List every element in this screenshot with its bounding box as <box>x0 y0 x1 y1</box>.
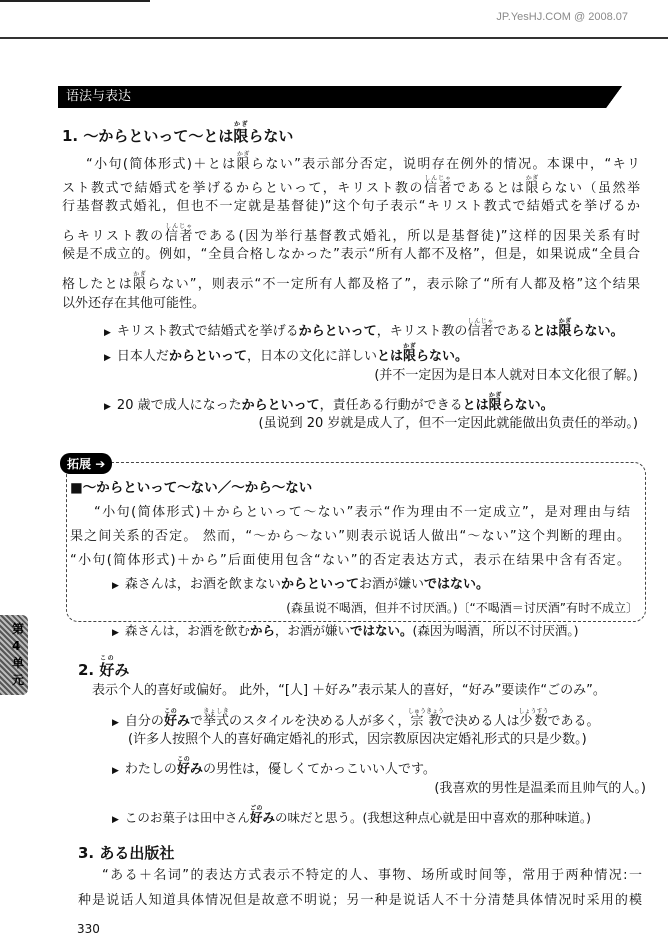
text-segment: で決める人は <box>441 714 520 729</box>
furigana-reading: しんじゃ <box>423 175 452 182</box>
banner-fold <box>606 86 622 108</box>
paragraph-line <box>62 271 640 293</box>
paragraph-line: 表示个人的喜好或偏好。 此外，“[人] ＋好み”表示某人的喜好，“好み”要读作“ごのみ”。 <box>92 683 606 698</box>
text-segment: である(因为举行基督教式婚礼，所以是基督徒)”这样的因果关系有时 <box>194 229 640 244</box>
paragraph-line <box>62 247 640 263</box>
text-segment: からといって <box>280 577 359 592</box>
section-3-title: 3. ある出版社 <box>78 844 175 862</box>
furigana-reading: この <box>99 655 115 662</box>
text-segment: の味だと思う。(我想这种点心就是田中喜欢的那种味道。) <box>274 810 591 825</box>
text-segment: キリスト教式で結婚式を挙げる <box>116 324 299 339</box>
header-rule <box>0 37 668 39</box>
furigana-reading: しんじゃ <box>164 223 193 230</box>
example-text <box>116 318 624 339</box>
text-segment: らない <box>248 127 294 145</box>
text-segment: ではない。 <box>423 577 489 592</box>
furigana-word: 好この <box>163 708 177 729</box>
example-text <box>125 623 579 638</box>
text-segment: である <box>493 324 533 339</box>
furigana-word: 少数しょうすう <box>518 708 549 729</box>
text-segment: のスタイルを決める人が多く， <box>229 714 411 729</box>
text-segment: このお菓子は田中さん <box>124 810 250 825</box>
bullet-icon: ▶ <box>104 402 111 412</box>
watermark: JP.YesHJ.COM @ 2008.07 <box>496 11 628 23</box>
furigana-reading: かぎ <box>558 318 572 325</box>
example-sentence <box>112 805 591 828</box>
paragraph-line <box>62 175 640 197</box>
furigana-word: 限かぎ <box>402 343 416 364</box>
text-segment: 森さんは，お酒を飲まない <box>124 577 281 592</box>
furigana-word: 挙式きょしき <box>202 708 229 729</box>
text-segment: 森さんは，お酒を飲む <box>124 623 250 638</box>
text-segment: ，責任ある行動ができる <box>319 398 463 413</box>
box-paragraph-line: “小句(简体形式)＋からといって～ない”表示“作为理由不一定成立”，是对理由与结 <box>94 505 630 520</box>
furigana-word: 好この <box>176 756 190 777</box>
extension-badge <box>60 453 112 474</box>
furigana-word: 限かぎ <box>233 121 249 145</box>
bullet-icon: ▶ <box>104 328 111 338</box>
box-paragraph-line: “小句(简体形式)＋から”后面使用包含“ない”的否定表达方式，表示在结果中含有否定。 <box>70 553 630 568</box>
text-segment: からといって <box>168 349 247 364</box>
box-paragraph-line: 果之间关系的否定。 然而，“～から～ない”则表示说话人做出“～ない”这个判断的理由。 <box>70 529 630 544</box>
example-sentence <box>112 577 489 594</box>
translation: (并不一定因为是日本人就对日本文化很了解。) <box>374 368 638 383</box>
example-text <box>124 756 436 777</box>
text-segment: から <box>249 623 275 638</box>
text-segment: み <box>114 661 130 679</box>
text-segment: とは <box>376 349 403 364</box>
example-text <box>124 708 600 729</box>
text-segment: 自分の <box>124 714 164 729</box>
bullet-icon: ▶ <box>112 718 119 728</box>
furigana-word: 限かぎ <box>525 175 540 196</box>
text-segment: 格したとは <box>62 277 133 292</box>
text-segment: らキリスト教の <box>62 229 165 244</box>
paragraph-line <box>86 151 640 173</box>
furigana-reading: しゅうきょう <box>407 708 444 715</box>
bullet-icon: ▶ <box>112 815 119 825</box>
text-segment: み <box>262 810 275 825</box>
text-segment: 日本人だ <box>116 349 169 364</box>
text-segment: お酒が嫌い <box>358 577 424 592</box>
text-segment: “小句(简体形式)＋とは <box>86 157 237 172</box>
bullet-icon: ▶ <box>112 581 119 591</box>
furigana-word: 信者しんじゃ <box>423 175 453 196</box>
bullet-icon: ▶ <box>112 628 119 638</box>
paragraph-line: “ある＋名词”的表达方式表示不特定的人、事物、场所或时间等，常用于两种情况:一 <box>102 868 642 883</box>
furigana-reading: しょうすう <box>518 708 549 715</box>
furigana-reading: かぎ <box>402 343 416 350</box>
text-segment: ，日本の文化に詳しい <box>246 349 377 364</box>
text-segment: わたしの <box>124 762 177 777</box>
example-sentence <box>104 318 624 341</box>
furigana-word: 限かぎ <box>236 151 251 172</box>
example-sentence <box>104 392 554 415</box>
text-segment: 行基督教式婚礼，但也不一定就是基督徒)”这个句子表示“キリスト教式で結婚式を挙げるか <box>62 199 640 214</box>
text-segment: である。 <box>547 714 600 729</box>
furigana-reading: ごの <box>249 805 263 812</box>
text-segment: 以外还存在其他可能性。 <box>62 296 206 311</box>
translation: (我喜欢的男性是温柔而且帅气的人。) <box>434 781 646 796</box>
example-text <box>116 392 554 413</box>
text-segment: とは <box>532 324 559 339</box>
furigana-reading: この <box>176 756 190 763</box>
furigana-word: 信者しんじゃ <box>164 223 195 244</box>
bullet-icon: ▶ <box>112 766 119 776</box>
text-segment: 20 歳で成人になった <box>116 398 242 413</box>
furigana-word: 信者しんじゃ <box>467 318 494 339</box>
section-1-title <box>62 121 293 146</box>
text-segment: の男性は，優しくてかっこいい人です。 <box>202 762 436 777</box>
text-segment: ではない。 <box>349 623 413 638</box>
text-segment: 1. ～からといって～とは <box>62 127 234 145</box>
unit-side-tab <box>0 615 28 695</box>
section-banner: 语法与表达 <box>58 86 614 108</box>
translation: (森虽说不喝酒，但并不讨厌酒。)〔“不喝酒＝讨厌酒”有时不成立〕 <box>286 601 638 615</box>
furigana-reading: かぎ <box>133 271 147 278</box>
furigana-reading: かぎ <box>525 175 539 182</box>
section-2-title <box>78 655 129 680</box>
furigana-word: 限かぎ <box>488 392 502 413</box>
translation: (许多人按照个人的喜好确定婚礼的形式，因宗教原因决定婚礼形式的只是少数。) <box>128 732 587 747</box>
text-segment: 候是不成立的。例如，“全員合格しなかった”表示“所有人都不及格”，但是，如果说成“全員合 <box>62 247 640 262</box>
top-rule <box>0 0 150 2</box>
text-segment: (森因为喝酒，所以不讨厌酒。) <box>412 623 579 638</box>
text-segment: らない。 <box>571 324 624 339</box>
example-text <box>124 805 591 825</box>
text-segment: らない。 <box>501 398 554 413</box>
text-segment: らない（虽然举 <box>539 181 640 196</box>
example-sentence <box>112 623 579 641</box>
text-segment: ，キリスト教の <box>376 324 468 339</box>
paragraph-line <box>62 199 640 215</box>
text-segment: らない”，则表示“不一定所有人都及格了”，表示除了“所有人都及格”这个结果 <box>147 277 640 292</box>
furigana-word: 限かぎ <box>133 271 148 292</box>
furigana-reading: しんじゃ <box>467 318 494 325</box>
translation: (虽说到 20 岁就是成人了，但不一定因此就能做出负责任的举动。) <box>258 416 638 431</box>
text-segment: で <box>189 714 203 729</box>
example-sentence <box>112 708 600 731</box>
furigana-reading: きょしき <box>202 708 229 715</box>
example-sentence <box>112 756 436 779</box>
text-segment: らない”表示部分否定，说明存在例外的情况。本课中，“キリ <box>250 157 640 172</box>
furigana-reading: かぎ <box>488 392 502 399</box>
paragraph-line <box>62 223 640 245</box>
text-segment: 2. <box>78 661 100 679</box>
furigana-word: 宗教しゅうきょう <box>407 708 444 729</box>
box-title: ■～からといって～ない／～から～ない <box>70 480 313 496</box>
paragraph-line <box>62 296 205 312</box>
text-segment: からといって <box>241 398 320 413</box>
example-text <box>116 343 469 364</box>
furigana-reading: この <box>163 708 177 715</box>
text-segment: スト教式で結婚式を挙げるからといって，キリスト教の <box>62 181 424 196</box>
text-segment: み <box>189 762 203 777</box>
text-segment: ，お酒が嫌い <box>274 623 350 638</box>
bullet-icon: ▶ <box>104 353 111 363</box>
furigana-reading: かぎ <box>236 151 250 158</box>
text-segment: とは <box>462 398 489 413</box>
arrow-icon: ➔ <box>95 457 106 471</box>
furigana-word: 好この <box>99 655 115 679</box>
example-text <box>125 577 489 592</box>
furigana-word: 限かぎ <box>558 318 572 339</box>
example-sentence <box>104 343 468 366</box>
text-segment: らない。 <box>416 349 469 364</box>
text-segment: からといって <box>298 324 377 339</box>
text-segment: み <box>176 714 190 729</box>
badge-label: 拓展 <box>67 457 92 471</box>
text-segment: であるとは <box>452 181 526 196</box>
page-number: 330 <box>77 922 100 936</box>
furigana-word: 好ごの <box>249 805 263 825</box>
furigana-reading: かぎ <box>233 121 249 128</box>
unit-label: 第4单元 <box>12 622 25 687</box>
paragraph-line: 种是说话人知道具体情况但是故意不明说；另一种是说话人不十分清楚具体情况时采用的模 <box>78 893 642 908</box>
